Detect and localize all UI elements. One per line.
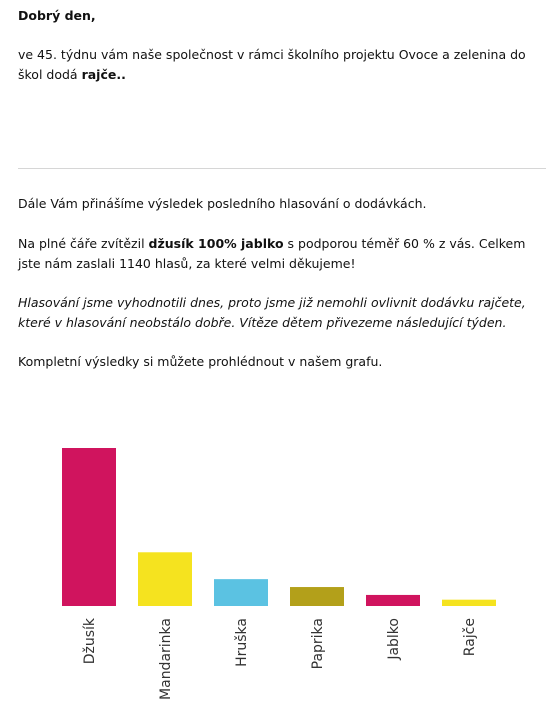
results-bar-chart	[0, 390, 550, 726]
greeting: Dobrý den,	[18, 8, 96, 23]
winner-paragraph	[18, 234, 543, 274]
bar-džusík	[62, 448, 116, 606]
x-tick-label: Jablko	[386, 618, 402, 660]
intro-highlight: rajče..	[81, 67, 126, 82]
winner-pre: Na plné čáře zvítězil	[18, 236, 149, 251]
winner-highlight: džusík 100% jablko	[148, 236, 284, 251]
chart-intro: Kompletní výsledky si můžete prohlédnout v našem grafu.	[18, 354, 383, 369]
bar-jablko	[366, 595, 420, 606]
bar-hruška	[214, 579, 268, 606]
intro-paragraph	[18, 45, 543, 85]
bar-rajče	[442, 600, 496, 606]
results-intro: Dále Vám přinášíme výsledek posledního hlasování o dodávkách.	[18, 196, 427, 211]
x-tick-label: Rajče	[462, 618, 478, 657]
bar-mandarinka	[138, 552, 192, 606]
x-tick-label: Džusík	[82, 618, 98, 665]
bar-paprika	[290, 587, 344, 606]
winner-post: s podporou téměř 60 % z vás. Celkem jste nám zaslali 1140 hlasů, za které velmi děkujeme!	[18, 236, 526, 271]
x-tick-label: Hruška	[234, 618, 250, 667]
section-divider	[18, 168, 546, 169]
x-tick-label: Paprika	[310, 618, 326, 670]
x-tick-label: Mandarinka	[158, 618, 174, 700]
note-paragraph: Hlasování jsme vyhodnotili dnes, proto jsme již nemohli ovlivnit dodávku rajčete, které v hlasování neobstálo dobře. Vítěze dětem přivezeme následující týden.	[18, 295, 526, 330]
intro-text: ve 45. týdnu vám naše společnost v rámci školního projektu Ovoce a zelenina do škol dodá	[18, 47, 526, 82]
